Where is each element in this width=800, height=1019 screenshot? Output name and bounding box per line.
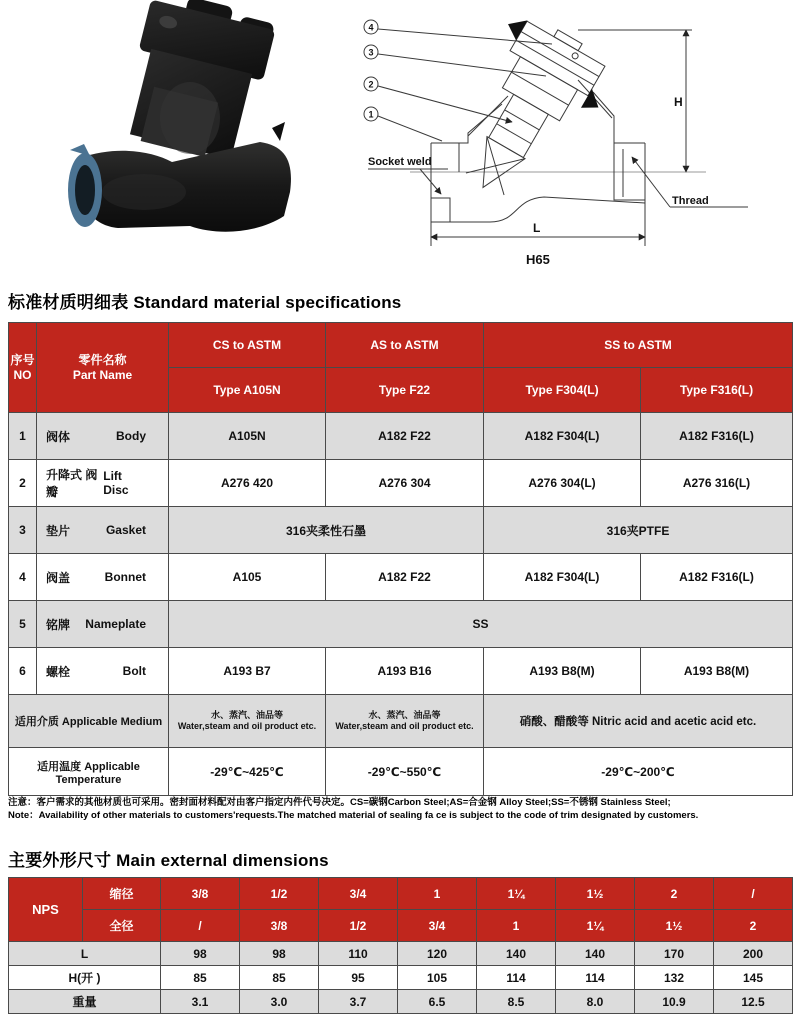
dimension-row-L (9, 942, 793, 966)
dimensions-table-title-zh: 主要外形尺寸 (8, 851, 112, 870)
dimension-value: 132 (635, 966, 714, 990)
temperature-cell-cs: -29℃~425℃ (169, 748, 326, 796)
type-header-f304: Type F304(L) (484, 368, 641, 413)
part-name-zh: 阀盖 (46, 570, 71, 585)
callout-1-number: 1 (368, 109, 374, 120)
medium-cs-zh: 水、蒸汽、油品等 (210, 710, 283, 721)
no-header-zh: 序号 (10, 352, 35, 367)
type-header-a105n: Type A105N (169, 368, 326, 413)
part-name-zh: 阀体 (46, 429, 71, 444)
dimension-value: 85 (161, 966, 240, 990)
temperature-cell-as: -29℃~550℃ (326, 748, 484, 796)
callout-3-number: 3 (368, 47, 374, 58)
table-notes (8, 797, 792, 823)
dimension-value: 3.7 (319, 990, 398, 1014)
medium-row-label (9, 695, 169, 748)
nps-full-value: 3/8 (240, 910, 319, 942)
nps-reduced-value: / (714, 878, 793, 910)
nps-full-value: 1 (477, 910, 556, 942)
nps-full-value: 1/2 (319, 910, 398, 942)
no-header-en: NO (13, 367, 32, 382)
medium-cs-en: Water,steam and oil product etc. (177, 721, 317, 731)
material-cell: A105N (169, 413, 326, 460)
material-cell: 316夹PTFE (484, 507, 793, 554)
row-no: 2 (9, 460, 37, 507)
dimension-value: 145 (714, 966, 793, 990)
table-row-applicable-medium (9, 695, 793, 748)
col-header-part-name (37, 323, 169, 413)
material-table (8, 322, 793, 796)
material-cell: 316夹柔性石墨 (169, 507, 484, 554)
dimension-row-H (9, 966, 793, 990)
material-cell: A276 304(L) (484, 460, 641, 507)
material-cell: A182 F304(L) (484, 554, 641, 601)
nps-full-value: 1¼ (556, 910, 635, 942)
socket-weld-leader (368, 169, 448, 194)
callout-4-number: 4 (368, 22, 374, 33)
dimension-value: 3.0 (240, 990, 319, 1014)
socket-weld-label: Socket weld (368, 156, 432, 168)
nps-full-value: 3/4 (398, 910, 477, 942)
nps-full-value: 1½ (635, 910, 714, 942)
nps-full-value: 2 (714, 910, 793, 942)
valve-photo (22, 0, 302, 248)
type-header-f316: Type F316(L) (641, 368, 793, 413)
temperature-label-en: Applicable Temperature (55, 760, 140, 786)
dimension-value: 98 (240, 942, 319, 966)
nps-reduced-value: 3/8 (161, 878, 240, 910)
material-table-title-zh: 标准材质明细表 (8, 293, 129, 312)
material-cell: A193 B16 (326, 648, 484, 695)
nps-reduced-value: 1¼ (477, 878, 556, 910)
dimension-value: 140 (477, 942, 556, 966)
full-bore-header: 全径 (83, 910, 161, 942)
material-cell: A182 F22 (326, 413, 484, 460)
dimension-row-weight (9, 990, 793, 1014)
part-name-en: Bolt (122, 664, 146, 678)
dimension-value: 114 (477, 966, 556, 990)
callout-2 (364, 77, 512, 122)
table-row-gasket (9, 507, 793, 554)
nps-reduced-value: 1½ (556, 878, 635, 910)
table-row-bonnet (9, 554, 793, 601)
nps-reduced-value: 2 (635, 878, 714, 910)
medium-as-en: Water,steam and oil product etc. (335, 721, 474, 731)
material-cell: SS (169, 601, 793, 648)
material-cell: A276 420 (169, 460, 326, 507)
dimension-value: 95 (319, 966, 398, 990)
reduced-bore-header: 缩径 (83, 878, 161, 910)
medium-label-zh: 适用介质 (14, 716, 59, 728)
dimensions-table (8, 877, 793, 1014)
table-row-applicable-temperature (9, 748, 793, 796)
material-table-title (8, 288, 401, 313)
dim-h-label: H (674, 95, 683, 109)
valve-diagram (340, 0, 800, 275)
part-name-en: Nameplate (85, 617, 146, 631)
part-name-zh: 螺栓 (46, 664, 71, 679)
part-header-zh: 零件名称 (78, 352, 127, 367)
medium-cell-ss: 硝酸、醋酸等 Nitric acid and acetic acid etc. (484, 695, 793, 748)
dimension-row-label: 重量 (9, 990, 161, 1014)
dimension-value: 200 (714, 942, 793, 966)
note-line-en: Note：Availability of other materials to customers'requests.The matched material of sealing fa ce is subject to the code of trim designated by customers. (8, 809, 699, 821)
group-header-cs: CS to ASTM (169, 323, 326, 368)
callout-1 (364, 107, 442, 141)
material-cell: A276 316(L) (641, 460, 793, 507)
nps-header: NPS (9, 878, 83, 942)
part-name-en: Body (116, 429, 146, 443)
dimension-value: 8.5 (477, 990, 556, 1014)
group-header-as: AS to ASTM (326, 323, 484, 368)
row-no: 1 (9, 413, 37, 460)
medium-label-en: Applicable Medium (61, 716, 163, 728)
dimension-value: 140 (556, 942, 635, 966)
row-no: 4 (9, 554, 37, 601)
valve-photo-shapes (68, 0, 291, 232)
material-cell: A193 B7 (169, 648, 326, 695)
table-row-nameplate (9, 601, 793, 648)
dimension-value: 12.5 (714, 990, 793, 1014)
temperature-cell-ss: -29℃~200℃ (484, 748, 793, 796)
temperature-row-label (9, 748, 169, 796)
row-no: 5 (9, 601, 37, 648)
nps-full-value: / (161, 910, 240, 942)
row-no: 3 (9, 507, 37, 554)
dimension-value: 85 (240, 966, 319, 990)
medium-as-zh: 水、蒸汽、油品等 (368, 710, 441, 721)
dimension-value: 6.5 (398, 990, 477, 1014)
table-row-lift-disc (9, 460, 793, 507)
material-cell: A276 304 (326, 460, 484, 507)
nps-reduced-value: 1/2 (240, 878, 319, 910)
material-cell: A182 F304(L) (484, 413, 641, 460)
material-cell: A193 B8(M) (484, 648, 641, 695)
nps-reduced-value: 3/4 (319, 878, 398, 910)
material-cell: A105 (169, 554, 326, 601)
dimension-value: 114 (556, 966, 635, 990)
table-row-body (9, 413, 793, 460)
dimension-row-label: L (9, 942, 161, 966)
material-cell: A182 F22 (326, 554, 484, 601)
material-cell: A182 F316(L) (641, 554, 793, 601)
dimension-value: 105 (398, 966, 477, 990)
model-caption: H65 (526, 252, 550, 267)
dim-l-label: L (533, 221, 541, 235)
material-cell: A182 F316(L) (641, 413, 793, 460)
dimension-value: 120 (398, 942, 477, 966)
part-header-en: Part Name (72, 367, 133, 382)
seal-mark-left (503, 13, 527, 40)
part-name-en: Gasket (105, 523, 146, 537)
group-header-ss: SS to ASTM (484, 323, 793, 368)
dimension-value: 98 (161, 942, 240, 966)
col-header-no (9, 323, 37, 413)
part-name-zh: 垫片 (46, 523, 71, 538)
type-header-f22: Type F22 (326, 368, 484, 413)
row-no: 6 (9, 648, 37, 695)
dimension-value: 110 (319, 942, 398, 966)
table-row-bolt (9, 648, 793, 695)
part-name-en: Bonnet (104, 570, 146, 584)
dimension-row-label: H(开 ) (9, 966, 161, 990)
medium-cell-cs (169, 695, 326, 748)
callout-2-number: 2 (368, 79, 374, 90)
dimension-value: 3.1 (161, 990, 240, 1014)
dimensions-table-title-en: Main external dimensions (116, 851, 329, 870)
note-line-zh: 注意：客户需求的其他材质也可采用。密封面材料配对由客户指定内件代号决定。CS=碳钢Carbon Steel;AS=合金钢 Alloy Steel;SS=不锈钢 Stainless Steel; (8, 797, 671, 808)
nps-reduced-value: 1 (398, 878, 477, 910)
dimensions-table-title (8, 846, 329, 871)
material-cell: A193 B8(M) (641, 648, 793, 695)
part-name-en: Lift Disc (103, 469, 129, 497)
part-name-zh: 升降式 阀瓣 (46, 468, 98, 499)
part-name-zh: 铭牌 (46, 617, 71, 632)
bonnet-assembly (431, 7, 622, 218)
dimension-value: 10.9 (635, 990, 714, 1014)
medium-cell-as (326, 695, 484, 748)
temperature-label-zh: 适用温度 (37, 760, 82, 773)
dimension-value: 170 (635, 942, 714, 966)
material-table-title-en: Standard material specifications (133, 293, 402, 312)
thread-label: Thread (672, 195, 709, 207)
dimension-value: 8.0 (556, 990, 635, 1014)
